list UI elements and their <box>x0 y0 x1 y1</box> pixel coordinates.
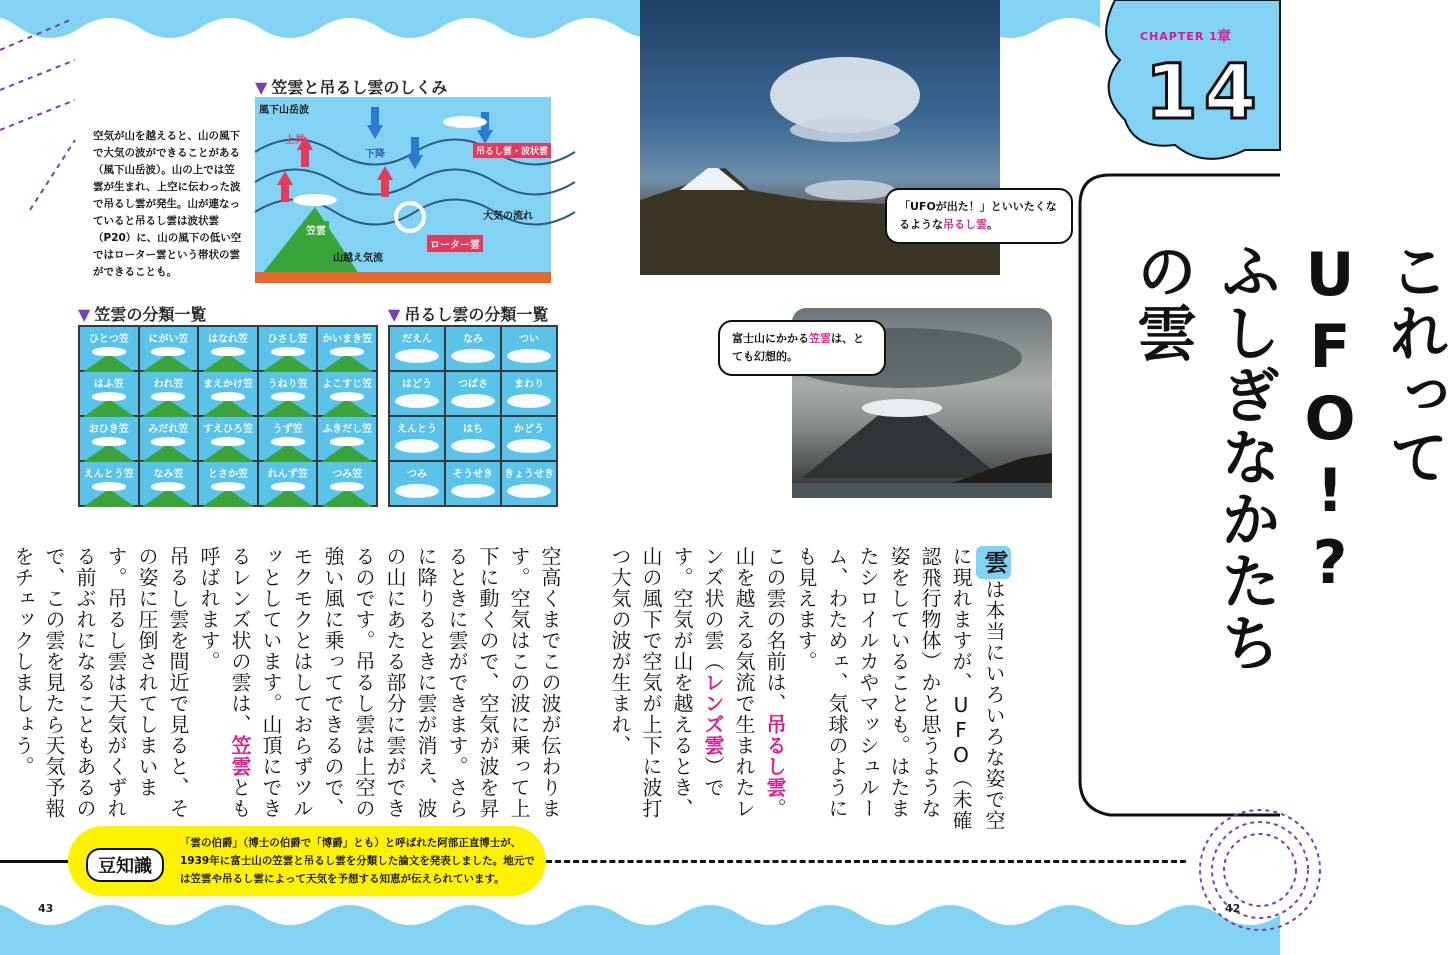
kasa-cell: うねり笠 <box>259 372 317 415</box>
body-text-right: 雲は本当にいろいろな姿で空に現れますが、UFO（未確認飛行物体）かと思うような姿をしていることも。はたまたシロイルカやマッシュルーム、わためェ、気球のようにも見えます。 この雲の名前は、吊るし雲。山を越える気流で生まれたレンズ状の雲（レンズ雲）です。空気が山を越えるとき、山の風下で空気が上下に波打つ大気の波が生まれ、 <box>726 546 1011 836</box>
diagram-graphic <box>255 97 551 283</box>
page-number-left: 43 <box>38 902 54 915</box>
kasa-cell: よこすじ笠 <box>318 372 376 415</box>
kasa-cell: みだれ笠 <box>140 417 198 460</box>
label-mountain-flow: 山越え気流 <box>333 253 383 264</box>
mame-text: 「雲の伯爵」（博士の伯爵で「博爵」とも）と呼ばれた阿部正直博士が、1939年に富士山の笠雲と吊るし雲を分類した論文を発表しました。地元では笠雲や吊るし雲によって天気を予想する知恵が伝えられています。 <box>180 837 535 885</box>
kasa-tsurushi-diagram <box>255 97 551 283</box>
tsurushi-section-heading: ▼ 吊るし雲の分類一覧 <box>388 305 549 324</box>
label-kasa: 笠雲 <box>303 221 329 238</box>
bottom-wave-decoration <box>0 895 1280 955</box>
chapter-kanji: 章 <box>1217 29 1231 45</box>
tsurushi-cell: まわり <box>502 372 556 415</box>
chapter-number: 14 <box>1145 47 1263 136</box>
label-rise: 上昇 <box>285 135 305 146</box>
kasa-cell: ひさし笠 <box>259 327 317 370</box>
kumo-badge: 雲 <box>976 546 1011 579</box>
kasa-cell: かいまき笠 <box>318 327 376 370</box>
kasa-cell: はなれ笠 <box>199 327 257 370</box>
kasa-cell: なみ笠 <box>140 462 198 505</box>
tsurushi-cell: つみ <box>390 462 444 505</box>
diagram-heading: ▼ 笠雲と吊るし雲のしくみ <box>255 78 448 97</box>
kasa-cell: うず笠 <box>259 417 317 460</box>
kasa-cell: すえひろ笠 <box>199 417 257 460</box>
kasa-cell: ひとつ笠 <box>80 327 138 370</box>
kasa-cell: れんず笠 <box>259 462 317 505</box>
label-air-flow: 大気の流れ <box>483 211 533 222</box>
tsurushi-grid <box>388 325 558 507</box>
tsurushi-cell: えんとう <box>390 417 444 460</box>
tsurushi-cell: だえん <box>390 327 444 370</box>
label-lee-wave: 風下山岳波 <box>259 105 309 116</box>
label-rotor: ローター雲 <box>427 235 483 252</box>
kasa-cell: われ笠 <box>140 372 198 415</box>
kasa-cell: おひき笠 <box>80 417 138 460</box>
side-explanation: 空気が山を越えると、山の風下で大気の波ができることがある（風下山岳波）。山の上では笠雲が生まれ、上空に伝わった波で吊るし雲が発生。山が連なっていると吊るし雲は波状雲（P20）に、山の風下の低い空ではローター雲という帯状の雲ができることも。 <box>93 130 242 278</box>
kasa-grid <box>78 325 378 507</box>
mame-line-right <box>546 860 1186 863</box>
tsurushi-cell: きょうせき <box>502 462 556 505</box>
label-fall: 下降 <box>365 149 385 160</box>
kasa-cell: つみ笠 <box>318 462 376 505</box>
kasa-section-heading: ▼ 笠雲の分類一覧 <box>78 305 207 324</box>
kasa-cell: とさか笠 <box>199 462 257 505</box>
photo1-caption: 「UFOが出た！」といいたくなるような吊るし雲。 <box>885 188 1073 244</box>
page-number-right: 42 <box>1225 902 1241 915</box>
tsurushi-cell: はち <box>446 417 500 460</box>
kasa-cell: えんとう笠 <box>80 462 138 505</box>
chapter-label: CHAPTER 1 <box>1140 30 1218 43</box>
tsurushi-cell: はどう <box>390 372 444 415</box>
body-text-left: 空高くまでこの波が伝わります。空気はこの波に乗って上下に動くので、空気が波を昇るときに雲ができます。さらに降りるときに雲が消え、波の山にあたる部分に雲ができるのです。吊るし雲は上空の強い風に乗ってできるので、モクモクとはしておらずツルッとしています。山頂にできるレンズ状の雲は、笠雲とも呼ばれます。 吊るし雲を間近で見ると、その姿に圧倒されてしまいます。吊るし雲は天気がくずれる前ぶれになることもあるので、この雲を見たら天気予報をチェックしましょう。 <box>11 546 562 819</box>
kasa-cell: にがい笠 <box>140 327 198 370</box>
tsurushi-cell: そうせき <box>446 462 500 505</box>
photo2-caption: 富士山にかかる笠雲は、とても幻想的。 <box>718 320 886 376</box>
chapter-badge <box>1095 0 1280 175</box>
mame-line-left <box>0 860 68 863</box>
kasa-cell: ふきだし笠 <box>318 417 376 460</box>
title-line2: ふしぎなかたちの雲 <box>1127 240 1281 674</box>
title-line1: これってUFO!? <box>1295 240 1449 600</box>
tsurushi-cell: つばさ <box>446 372 500 415</box>
kasa-cell: まえかけ笠 <box>199 372 257 415</box>
mame-chishiki-box <box>68 826 546 896</box>
dashed-circle-decoration <box>1180 800 1280 880</box>
tsurushi-cell: つい <box>502 327 556 370</box>
kasa-cell: はふ笠 <box>80 372 138 415</box>
label-tsurushi: 吊るし雲・波状雲 <box>473 143 551 158</box>
mame-label: 豆知識 <box>86 848 164 882</box>
page-title <box>1120 240 1456 690</box>
tsurushi-cell: なみ <box>446 327 500 370</box>
tsurushi-cell: かどう <box>502 417 556 460</box>
dashed-lines-decoration <box>0 20 80 220</box>
